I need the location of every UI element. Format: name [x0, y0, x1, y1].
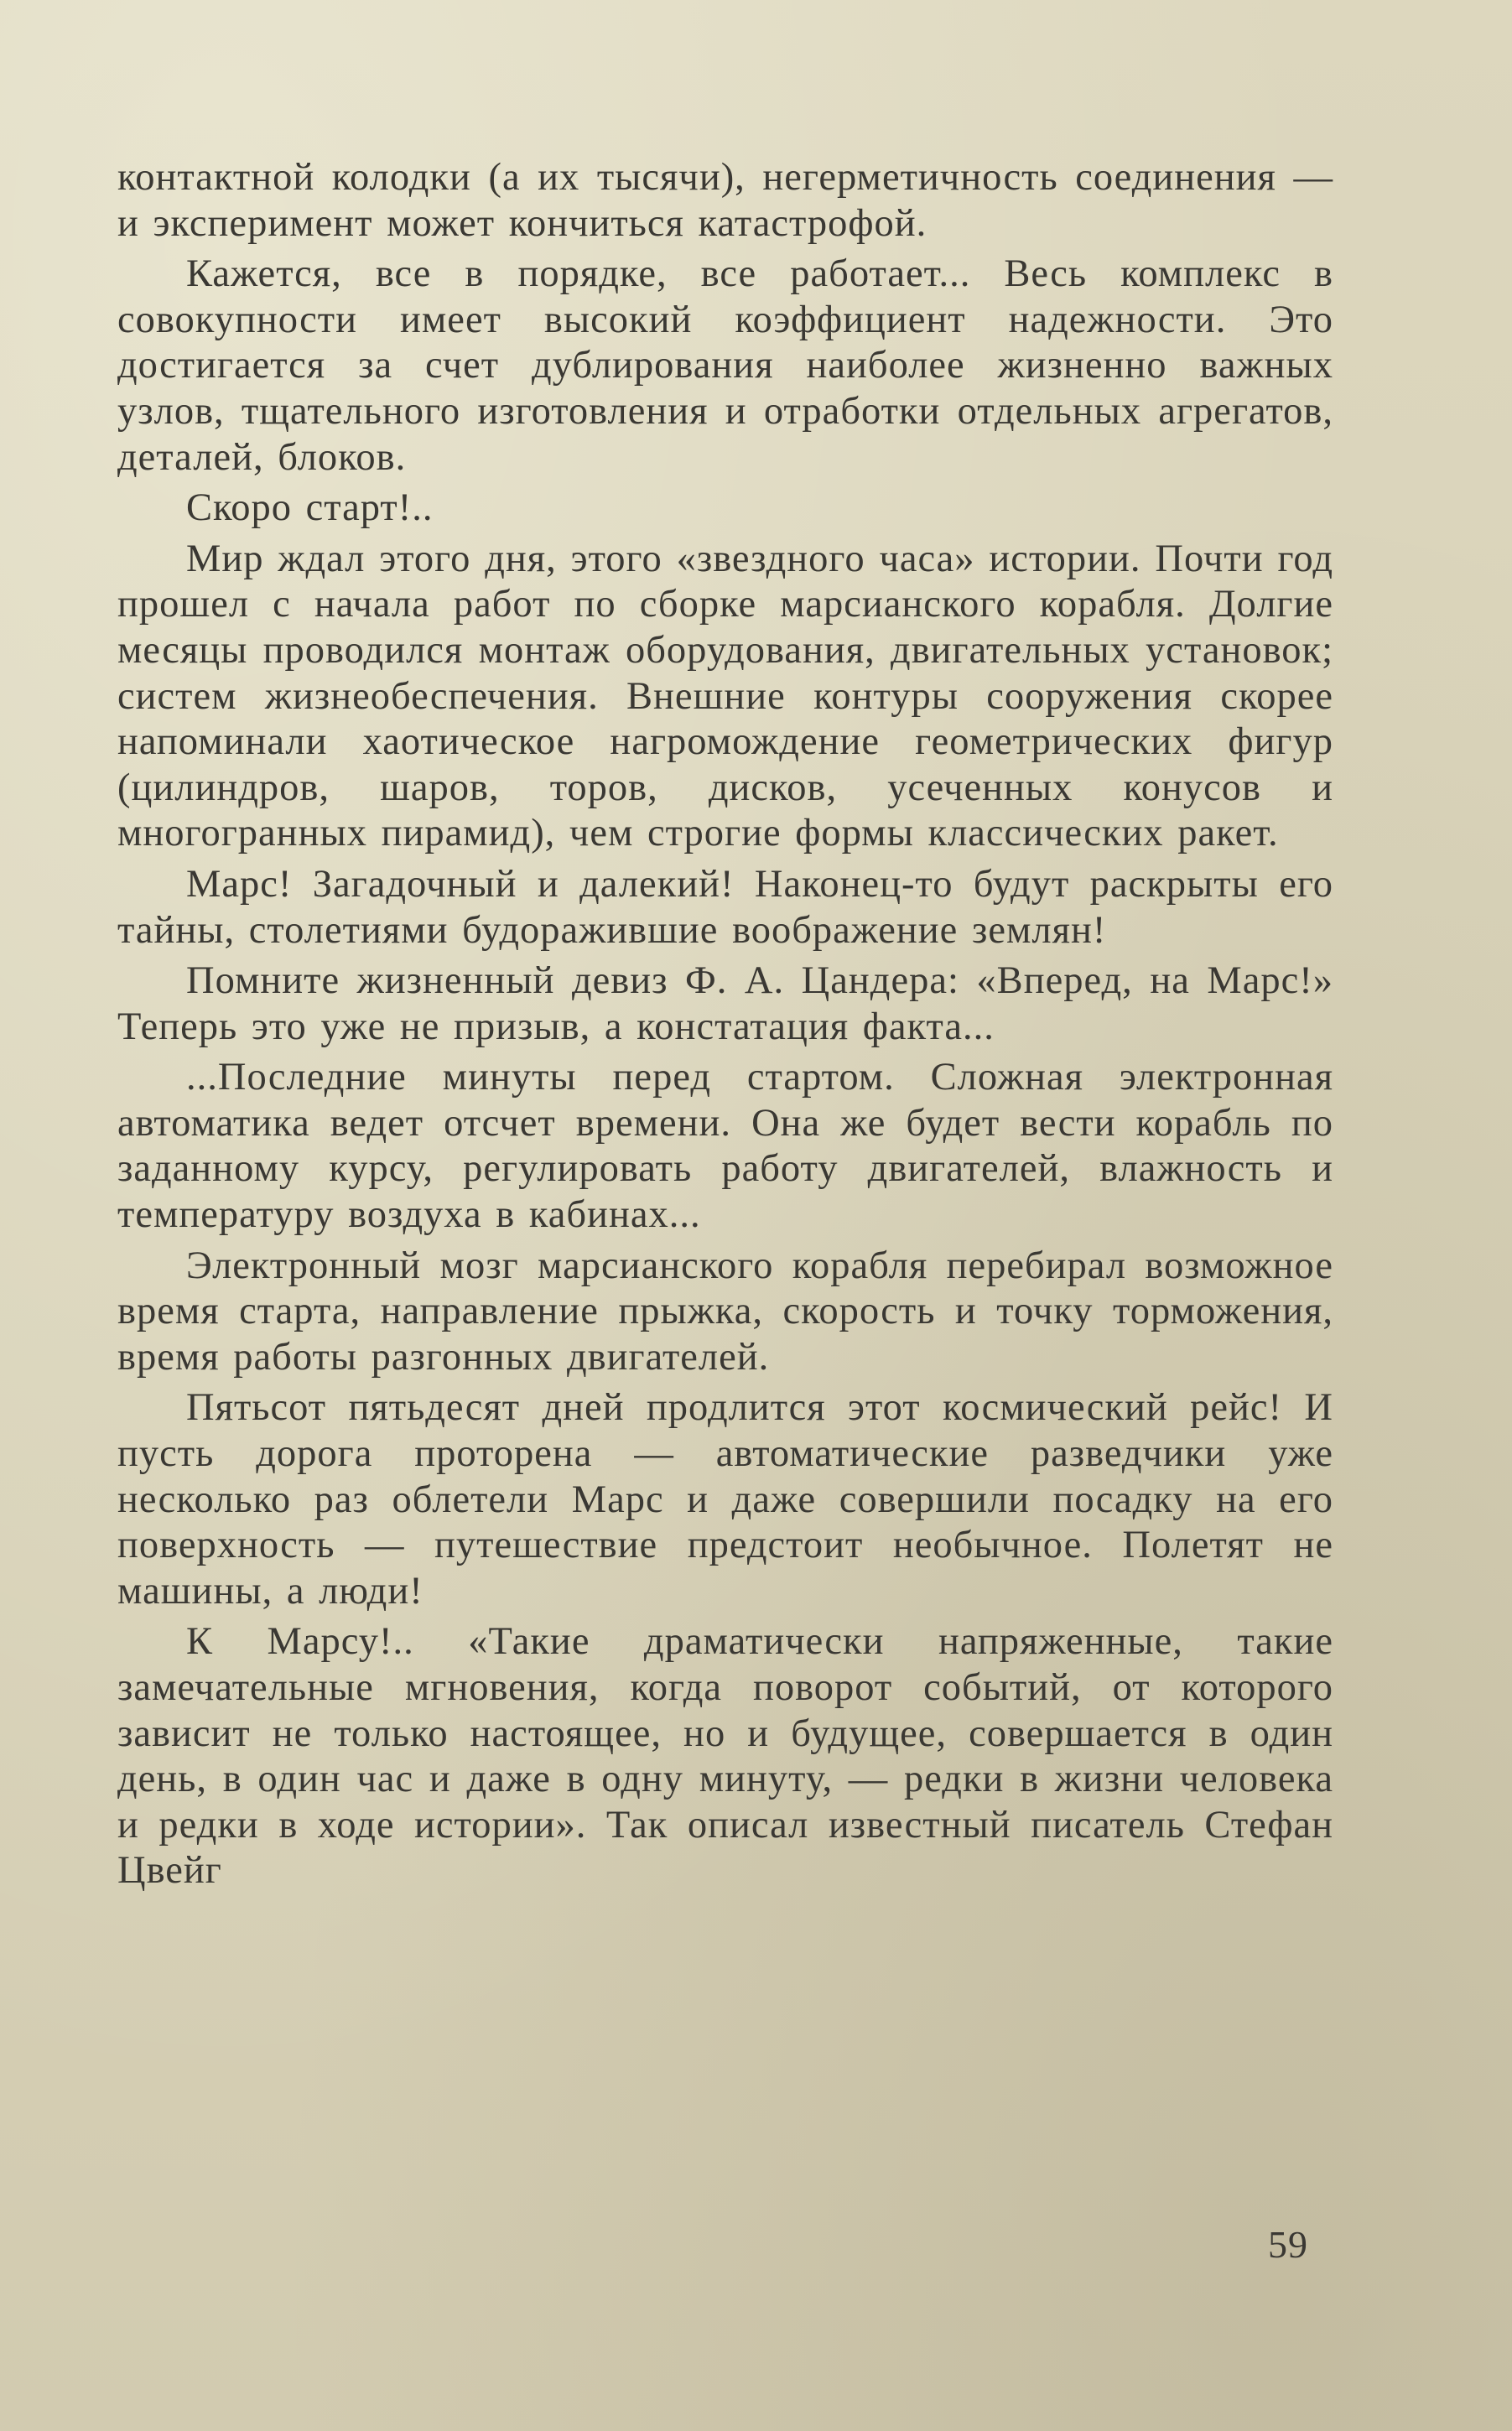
- paragraph-continuation: контактной колодки (а их тысячи), негерметичность соединения — и эксперимент может кончиться катастрофой.: [117, 156, 1333, 245]
- paragraph-start-soon: Скоро старт!..: [186, 486, 434, 530]
- paragraph-star-hour: Мир ждал этого дня, этого «звездного часа» истории. Почти год прошел с начала работ по сборке марсианского корабля. Долгие месяцы проводился монтаж оборудования, двигательных установок; систем жизнеобеспечения. Внешние контуры сооружения скорее напоминали хаотическое нагромождение геометрических фигур (цилиндров, шаров, торов, дисков, усеченных конусов и многогранных пирамид), чем строгие формы классических ракет.: [117, 537, 1333, 855]
- paragraph-flight-duration: Пятьсот пятьдесят дней продлится этот космический рейс! И пусть дорога проторена — автоматические разведчики уже несколько раз облетели Марс и даже совершили посадку на его поверхность — путешествие предстоит необычное. Полетят не машины, а люди!: [117, 1386, 1333, 1613]
- paragraph-mars: Марс! Загадочный и далекий! Наконец-то будут раскрыты его тайны, столетиями будоражившие воображение землян!: [117, 862, 1333, 952]
- paragraph-last-minutes: ...Последние минуты перед стартом. Сложная электронная автоматика ведет отсчет времени. Она же будет вести корабль по заданному курсу, регулировать работу двигателей, влажность и температуру воздуха в кабинах...: [117, 1056, 1333, 1237]
- paragraph-zander-motto: Помните жизненный девиз Ф. А. Цандера: «Вперед, на Марс!» Теперь это уже не призыв, а констатация факта...: [117, 959, 1333, 1048]
- paragraph-reliability: Кажется, все в порядке, все работает... Весь комплекс в совокупности имеет высокий коэффициент надежности. Это достигается за счет дублирования наиболее жизненно важных узлов, тщательного изготовления и отработки отдельных агрегатов, деталей, блоков.: [117, 252, 1333, 479]
- page-number: 59: [1268, 2223, 1308, 2266]
- body-text: [117, 155, 1333, 1899]
- paragraph-to-mars: К Марсу!.. «Такие драматически напряженные, такие замечательные мгновения, когда поворот событий, от которого зависит не только настоящее, но и будущее, совершается в один день, в один час и даже в одну минуту, — редки в жизни человека и редки в ходе истории». Так описал известный писатель Стефан Цвейг: [117, 1620, 1333, 1893]
- paragraph-electronic-brain: Электронный мозг марсианского корабля перебирал возможное время старта, направление прыжка, скорость и точку торможения, время работы разгонных двигателей.: [117, 1244, 1333, 1379]
